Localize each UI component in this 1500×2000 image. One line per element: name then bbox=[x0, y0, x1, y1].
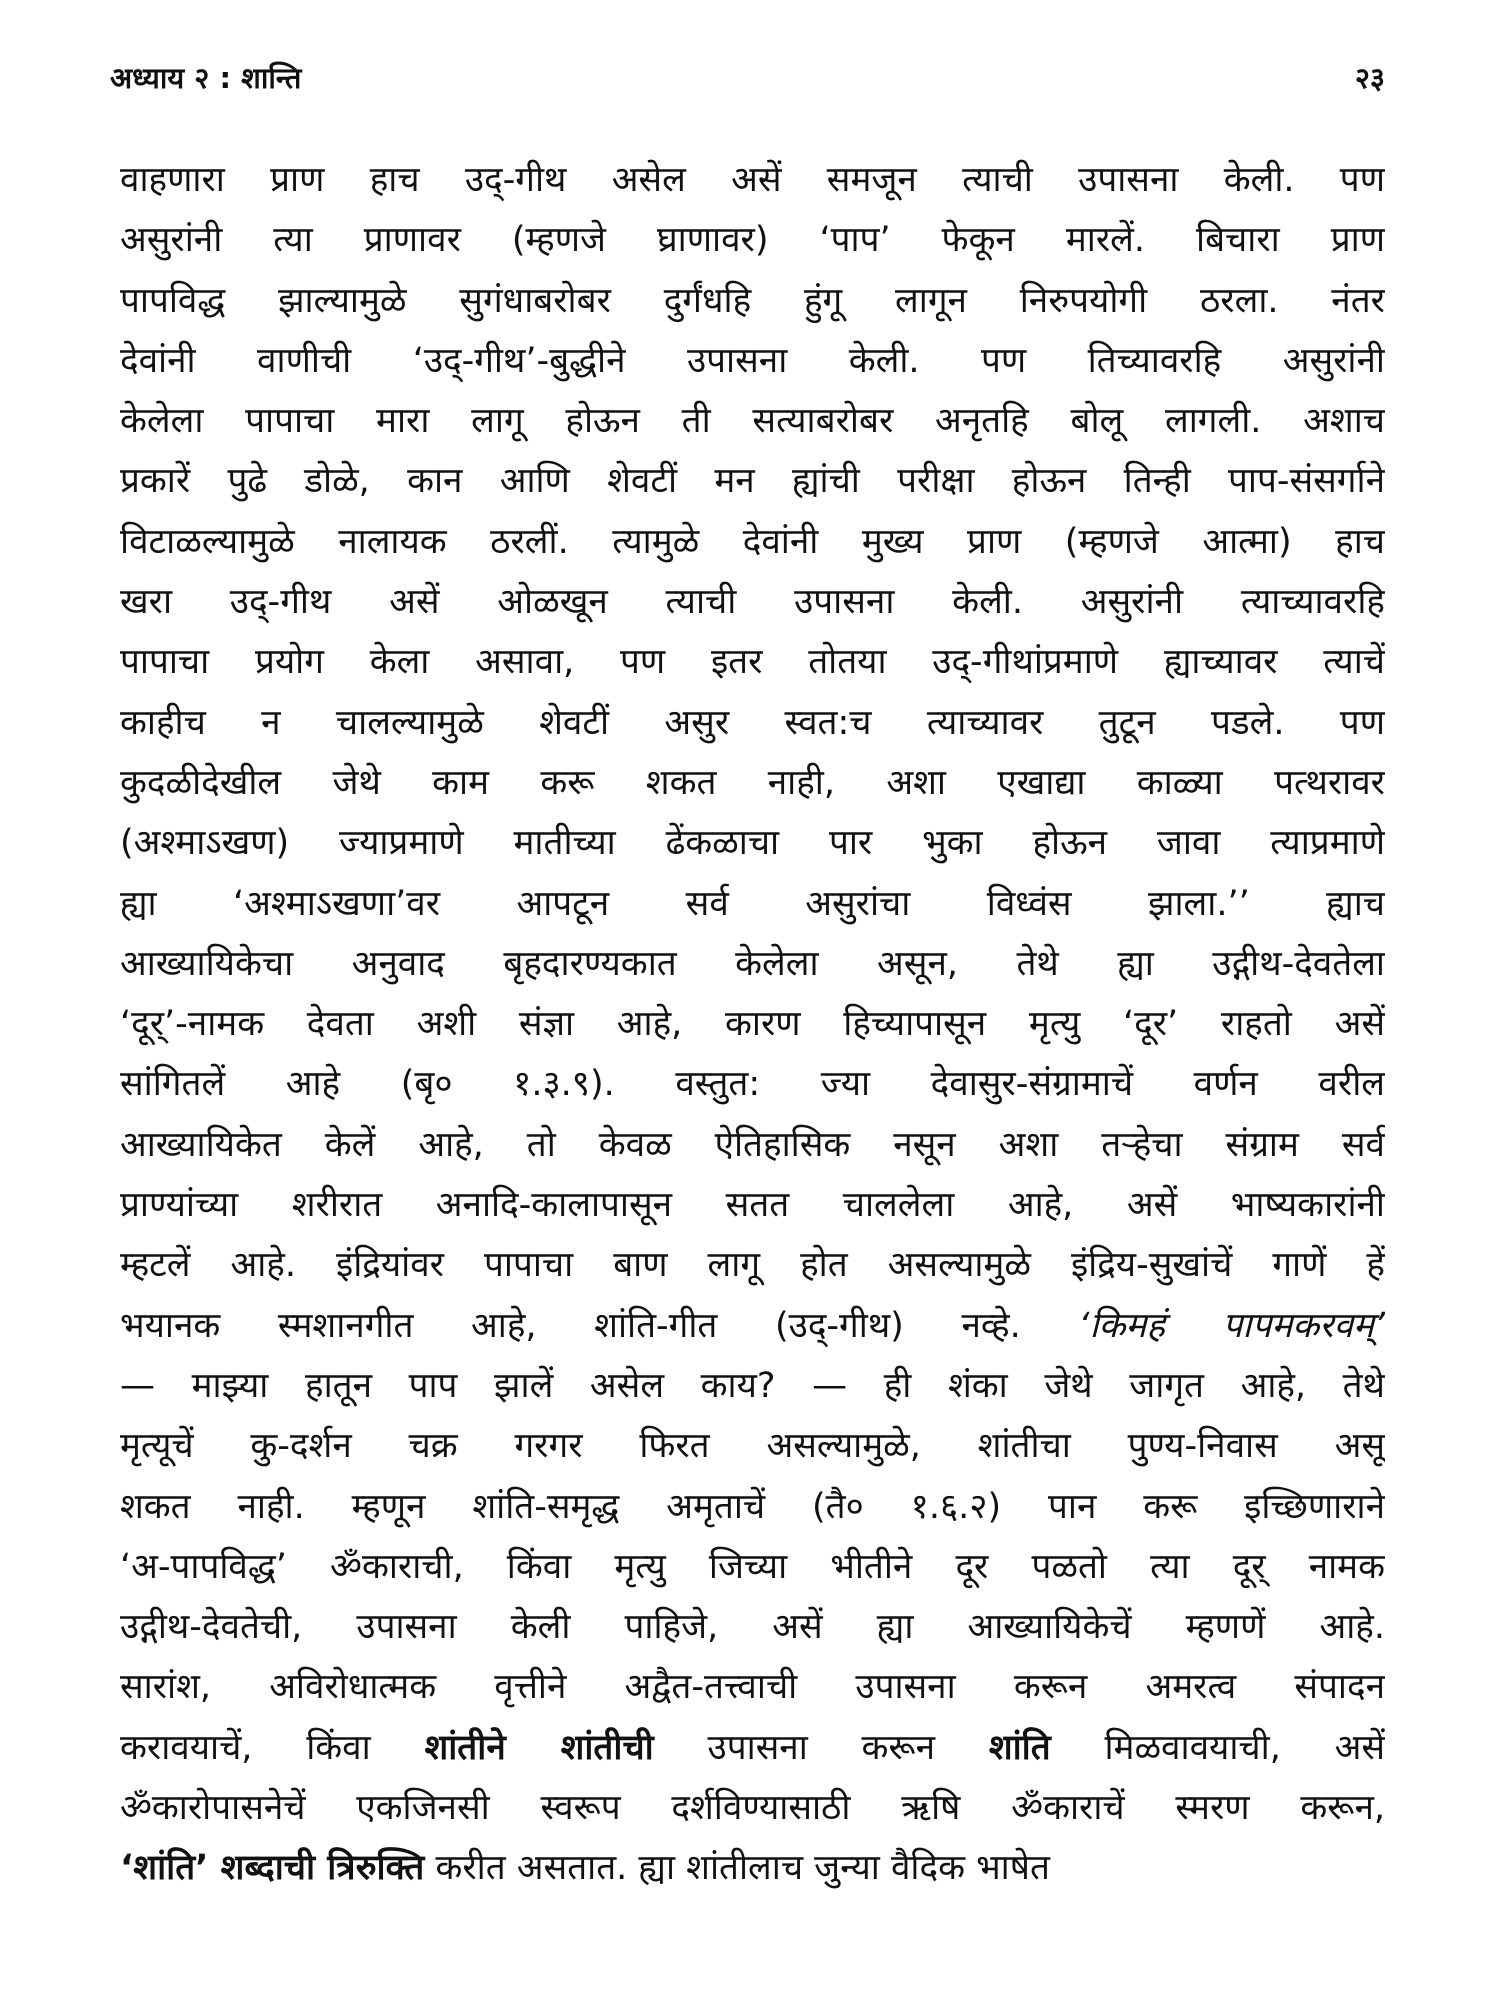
text-line bbox=[120, 1537, 1385, 1597]
text-segment: ‘अ-पापविद्ध’ ॐकाराची, किंवा मृत्यु जिच्या भीतीने दूर पळतो त्या दूर् नामक bbox=[120, 1546, 1385, 1587]
text-segment: पापविद्ध झाल्यामुळे सुगंधाबरोबर दुर्गंधहि हुंगू लागून निरुपयोगी ठरला. नंतर bbox=[120, 280, 1385, 321]
text-line bbox=[120, 994, 1385, 1054]
text-segment: पापाचा प्रयोग केला असावा, पण इतर तोतया उद्-गीथांप्रमाणे ह्याच्यावर त्याचें bbox=[120, 642, 1385, 683]
text-line bbox=[120, 150, 1385, 210]
text-line bbox=[120, 391, 1385, 451]
text-segment: कुदळीदेखील जेथे काम करू शकत नाही, अशा एखाद्या काळ्या पत्थरावर bbox=[120, 762, 1385, 803]
text-line bbox=[120, 1718, 1385, 1778]
text-line bbox=[120, 451, 1385, 511]
text-segment: — माझ्या हातून पाप झालें असेल काय? — ही शंका जेथे जागृत आहे, तेथे bbox=[120, 1365, 1385, 1406]
text-segment: उपासना करून bbox=[653, 1727, 989, 1768]
text-segment: ‘दूर्’-नामक देवता अशी संज्ञा आहे, कारण हिच्यापासून मृत्यु ‘दूर’ राहतो असें bbox=[120, 1004, 1385, 1045]
text-segment: आख्यायिकेत केलें आहे, तो केवळ ऐतिहासिक नसून अशा तऱ्हेचा संग्राम सर्व bbox=[120, 1124, 1385, 1165]
text-line bbox=[120, 753, 1385, 813]
text-line bbox=[120, 1838, 1385, 1898]
text-line bbox=[120, 1054, 1385, 1114]
text-line bbox=[120, 813, 1385, 873]
text-segment: विटाळल्यामुळे नालायक ठरलीं. त्यामुळे देवांनी मुख्य प्राण (म्हणजे आत्मा) हाच bbox=[120, 521, 1385, 562]
text-segment: सारांश, अविरोधात्मक वृत्तीने अद्वैत-तत्त्वाची उपासना करून अमरत्व संपादन bbox=[120, 1667, 1385, 1708]
text-line bbox=[120, 572, 1385, 632]
text-segment: वाहणारा प्राण हाच उद्-गीथ असेल असें समजून त्याची उपासना केली. पण bbox=[120, 160, 1385, 200]
text-line bbox=[120, 271, 1385, 331]
text-segment: काहीच न चालल्यामुळे शेवटीं असुर स्वत:च त्याच्यावर तुटून पडले. पण bbox=[120, 702, 1385, 743]
text-segment: करीत असतात. ह्या शांतीलाच जुन्या वैदिक भाषेत bbox=[424, 1848, 1050, 1889]
text-segment: खरा उद्-गीथ असें ओळखून त्याची उपासना केली. असुरांनी त्याच्यावरहि bbox=[120, 582, 1385, 623]
text-segment: ह्या ‘अश्माऽखणा’वर आपटून सर्व असुरांचा विध्वंस झाला.’’ ह्याच bbox=[120, 883, 1385, 924]
text-line bbox=[120, 1477, 1385, 1537]
text-segment: मिळवावयाची, असें bbox=[1050, 1727, 1385, 1768]
text-segment: ॐकारोपासनेचें एकजिनसी स्वरूप दर्शविण्यासाठी ऋषि ॐकाराचें स्मरण करून, bbox=[120, 1788, 1385, 1829]
bold-phrase: शांतीने शांतीची bbox=[424, 1727, 654, 1768]
page-number: २३ bbox=[1354, 60, 1385, 95]
text-segment: सांगितलें आहे (बृ० १.३.९). वस्तुत: ज्या देवासुर-संग्रामाचें वर्णन वरील bbox=[120, 1064, 1385, 1105]
text-segment: (अश्माऽखण) ज्याप्रमाणे मातीच्या ढेंकळाचा पार भुका होऊन जावा त्याप्रमाणे bbox=[120, 823, 1385, 864]
text-line bbox=[120, 874, 1385, 934]
text-segment: भयानक स्मशानगीत आहे, शांति-गीत (उद्-गीथ) नव्हे. bbox=[120, 1305, 1079, 1346]
text-line bbox=[120, 210, 1385, 270]
text-line bbox=[120, 1778, 1385, 1838]
text-segment: देवांनी वाणीची ‘उद्-गीथ’-बुद्धीने उपासना केली. पण तिच्यावरहि असुरांनी bbox=[120, 340, 1385, 381]
body-text bbox=[120, 150, 1385, 1899]
italic-quote: ‘किमहं पापमकरवम्’ bbox=[1078, 1305, 1385, 1346]
text-line bbox=[120, 1235, 1385, 1295]
text-line bbox=[120, 1597, 1385, 1657]
chapter-title: अध्याय २ : शान्ति bbox=[110, 60, 302, 95]
text-line bbox=[120, 1296, 1385, 1356]
text-line bbox=[120, 693, 1385, 753]
bold-phrase: ‘शांति’ शब्दाची त्रिरुक्ति bbox=[120, 1848, 425, 1889]
text-segment: असुरांनी त्या प्राणावर (म्हणजे घ्राणावर) ‘पाप’ फेकून मारलें. बिचारा प्राण bbox=[120, 220, 1385, 261]
text-line bbox=[120, 1356, 1385, 1416]
text-segment: मृत्यूचें कु-दर्शन चक्र गरगर फिरत असल्यामुळे, शांतीचा पुण्य-निवास असू bbox=[120, 1426, 1385, 1467]
text-segment: म्हटलें आहे. इंद्रियांवर पापाचा बाण लागू होत असल्यामुळे इंद्रिय-सुखांचें गाणें हें bbox=[120, 1245, 1385, 1286]
text-line bbox=[120, 632, 1385, 692]
text-segment: केलेला पापाचा मारा लागू होऊन ती सत्याबरोबर अनृतहि बोलू लागली. अशाच bbox=[120, 401, 1385, 442]
text-line bbox=[120, 1175, 1385, 1235]
page-header bbox=[110, 52, 1385, 102]
text-line bbox=[120, 1115, 1385, 1175]
text-segment: प्रकारें पुढे डोळे, कान आणि शेवटीं मन ह्यांची परीक्षा होऊन तिन्ही पाप-संसर्गाने bbox=[120, 461, 1385, 502]
text-line bbox=[120, 934, 1385, 994]
text-segment: करावयाचें, किंवा bbox=[120, 1727, 425, 1768]
text-line bbox=[120, 1416, 1385, 1476]
text-line bbox=[120, 1657, 1385, 1717]
text-segment: प्राण्यांच्या शरीरात अनादि-कालापासून सतत चाललेला आहे, असें भाष्यकारांनी bbox=[120, 1185, 1385, 1226]
text-segment: उद्गीथ-देवतेची, उपासना केली पाहिजे, असें ह्या आख्यायिकेचें म्हणणें आहे. bbox=[120, 1607, 1385, 1648]
text-segment: शकत नाही. म्हणून शांति-समृद्ध अमृताचें (तै० १.६.२) पान करू इच्छिणाराने bbox=[120, 1486, 1385, 1527]
text-line bbox=[120, 512, 1385, 572]
text-line bbox=[120, 331, 1385, 391]
bold-phrase: शांति bbox=[988, 1727, 1051, 1768]
text-segment: आख्यायिकेचा अनुवाद बृहदारण्यकात केलेला असून, तेथे ह्या उद्गीथ-देवतेला bbox=[120, 943, 1385, 984]
